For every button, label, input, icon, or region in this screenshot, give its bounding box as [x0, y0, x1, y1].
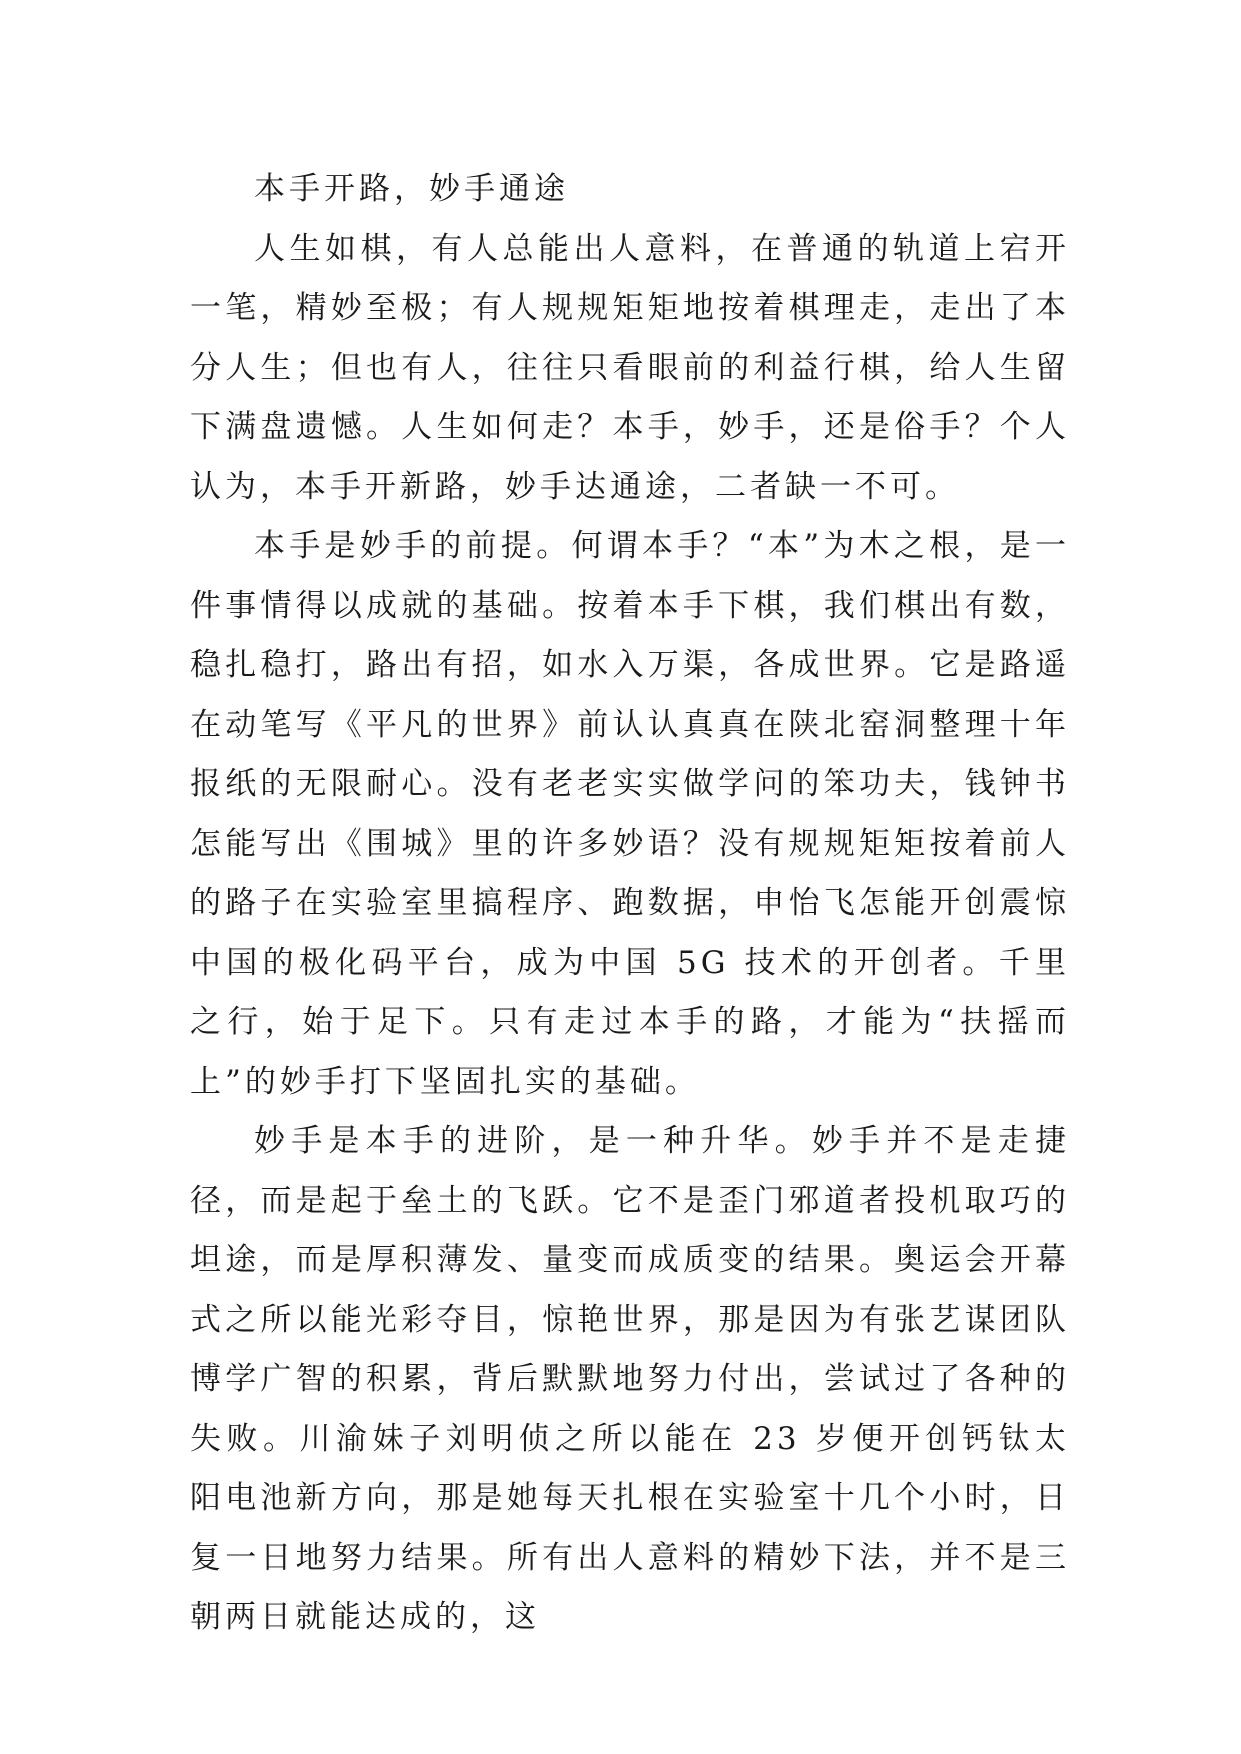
document-page — [190, 160, 1070, 1648]
document-title: 本手开路，妙手通途 — [254, 171, 569, 207]
paragraph-1: 人生如棋，有人总能出人意料，在普通的轨道上宕开一笔，精妙至极；有人规规矩矩地按着棋理走，走出了本分人生；但也有人，往往只看眼前的利益行棋，给人生留下满盘遗憾。人生如何走？本手，妙手，还是俗手？个人认为，本手开新路，妙手达通途，二者缺一不可。 — [190, 230, 1070, 505]
paragraph-2: 本手是妙手的前提。何谓本手？“本”为木之根，是一件事情得以成就的基础。按着本手下棋，我们棋出有数，稳扎稳打，路出有招，如水入万渠，各成世界。它是路遥在动笔写《平凡的世界》前认认真真在陕北窑洞整理十年报纸的无限耐心。没有老老实实做学问的笨功夫，钱钟书怎能写出《围城》里的许多妙语？没有规规矩矩按着前人的路子在实验室里搞程序、跑数据，申怡飞怎能开创震惊中国的极化码平台，成为中国 5G 技术的开创者。千里之行，始于足下。只有走过本手的路，才能为“扶摇而上”的妙手打下坚固扎实的基础。 — [190, 528, 1070, 1100]
paragraph-3: 妙手是本手的进阶，是一种升华。妙手并不是走捷径，而是起于垒土的飞跃。它不是歪门邪道者投机取巧的坦途，而是厚积薄发、量变而成质变的结果。奥运会开幕式之所以能光彩夺目，惊艳世界，那是因为有张艺谋团队博学广智的积累，背后默默地努力付出，尝试过了各种的失败。川渝妹子刘明侦之所以能在 23 岁便开创钙钛太阳电池新方向，那是她每天扎根在实验室十几个小时，日复一日地努力结果。所有出人意料的精妙下法，并不是三朝两日就能达成的，这 — [190, 1123, 1070, 1635]
